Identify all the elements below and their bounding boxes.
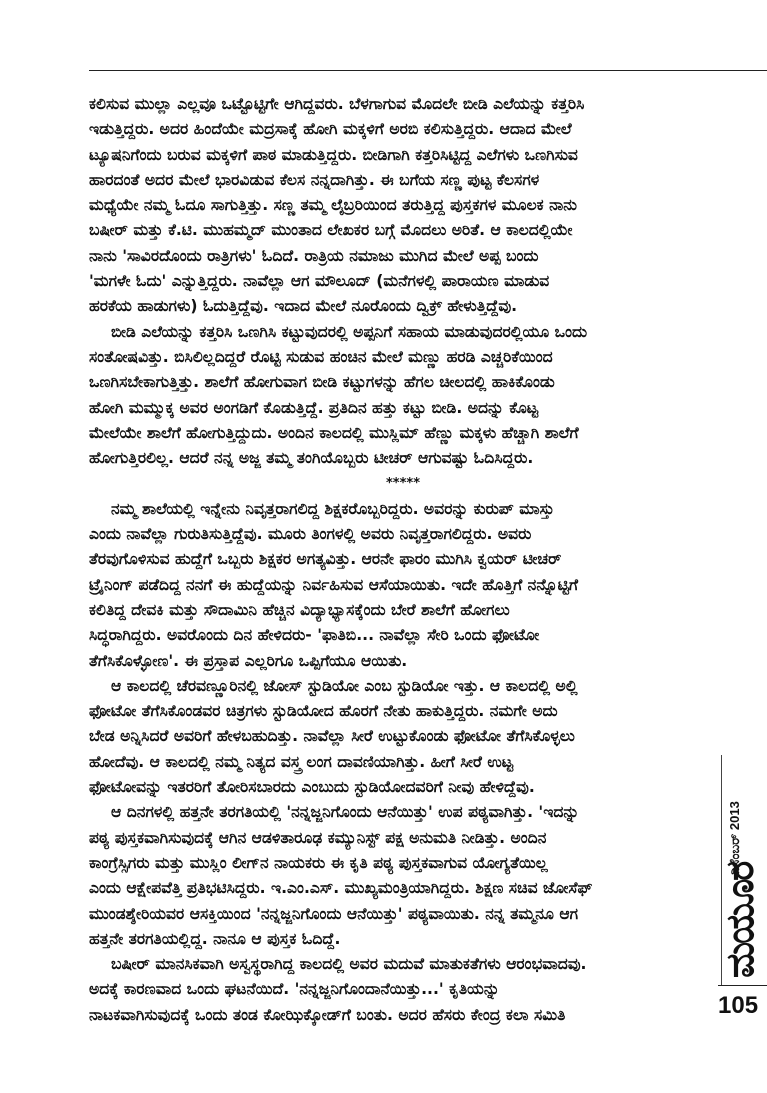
article-line: ಎಂದು ನಾವೆಲ್ಲಾ ಗುರುತಿಸುತ್ತಿದ್ದೆವು. ಮೂರು ತಿಂಗಳಲ್ಲಿ ಅವರು ನಿವೃತ್ತರಾಗಲಿದ್ದರು. ಅವರು (89, 525, 532, 544)
article-line: ಬಷೀರ್ ಮತ್ತು ಕೆ.ಟಿ. ಮುಹಮ್ಮದ್ ಮುಂತಾದ ಲೇಖಕರ ಬಗ್ಗೆ ಮೊದಲು ಅರಿತೆ. ಆ ಕಾಲದಲ್ಲಿಯೇ (89, 221, 573, 240)
article-line: ನಾನು 'ಸಾವಿರದೊಂದು ರಾತ್ರಿಗಳು' ಓದಿದೆ. ರಾತ್ರಿಯ ನಮಾಜು ಮುಗಿದ ಮೇಲೆ ಅಪ್ಪ ಬಂದು (89, 246, 539, 265)
article-line: ಆ ದಿನಗಳಲ್ಲಿ ಹತ್ತನೇ ತರಗತಿಯಲ್ಲಿ 'ನನ್ನಜ್ಜನಿಗೊಂದು ಆನೆಯಿತ್ತು' ಉಪ ಪಠ್ಯವಾಗಿತ್ತು. 'ಇದನ್ನು (111, 803, 580, 822)
article-line: ಹೋಗಿ ಮಮ್ಮುಕ್ಕ ಅವರ ಅಂಗಡಿಗೆ ಕೊಡುತ್ತಿದ್ದೆ. ಪ್ರತಿದಿನ ಹತ್ತು ಕಟ್ಟು ಬೀಡಿ. ಅದನ್ನು ಕೊಟ್ಟ (89, 398, 539, 417)
article-line: ತೆಗೆಸಿಕೊಳ್ಳೋಣ'. ಈ ಪ್ರಸ್ತಾಪ ಎಲ್ಲರಿಗೂ ಒಪ್ಪಿಗೆಯೂ ಆಯಿತು. (89, 651, 408, 670)
article-line: ಸಂತೋಷವಿತ್ತು. ಬಿಸಿಲಿಲ್ಲದಿದ್ದರೆ ರೊಟ್ಟಿ ಸುಡುವ ಹಂಚಿನ ಮೇಲೆ ಮಣ್ಣು ಹರಡಿ ಎಚ್ಚರಿಕೆಯಿಂದ (89, 347, 553, 366)
article-line: ಬೀಡಿ ಎಲೆಯನ್ನು ಕತ್ತರಿಸಿ ಒಣಗಿಸಿ ಕಟ್ಟುವುದರಲ್ಲಿ ಅಪ್ಪನಿಗೆ ಸಹಾಯ ಮಾಡುವುದರಲ್ಲಿಯೂ ಒಂದು (111, 322, 588, 341)
top-rule (89, 70, 767, 71)
article-line: ಒಣಗಿಸಬೇಕಾಗುತ್ತಿತ್ತು. ಶಾಲೆಗೆ ಹೋಗುವಾಗ ಬೀಡಿ ಕಟ್ಟುಗಳನ್ನು ಹೆಗಲ ಚೀಲದಲ್ಲಿ ಹಾಕಿಕೊಂಡು (89, 373, 555, 392)
article-line: ಮುಂಡಶ್ಶೇರಿಯವರ ಆಸಕ್ತಿಯಿಂದ 'ನನ್ನಜ್ಜನಿಗೊಂದು ಆನೆಯಿತ್ತು' ಪಠ್ಯವಾಯಿತು. ನನ್ನ ತಮ್ಮನೂ ಆಗ (89, 904, 579, 923)
article-line: ಸಿದ್ಧರಾಗಿದ್ದರು. ಅವರೊಂದು ದಿನ ಹೇಳಿದರು- 'ಫಾತಿಬಿ... ನಾವೆಲ್ಲಾ ಸೇರಿ ಒಂದು ಫೋಟೋ (89, 626, 540, 645)
article-line: ಇಡುತ್ತಿದ್ದರು. ಅದರ ಹಿಂದೆಯೇ ಮದ್ರಸಾಕ್ಕೆ ಹೋಗಿ ಮಕ್ಕಳಿಗೆ ಅರಬಿ ಕಲಿಸುತ್ತಿದ್ದರು. ಆದಾದ ಮೇಲೆ (89, 120, 572, 139)
article-line: ಹಾರದಂತೆ ಅದರ ಮೇಲೆ ಭಾರವಿಡುವ ಕೆಲಸ ನನ್ನದಾಗಿತ್ತು. ಈ ಬಗೆಯ ಸಣ್ಣ ಪುಟ್ಟ ಕೆಲಸಗಳ (89, 170, 540, 189)
article-line: ಟ್ಯೂಷನಿಗೆಂದು ಬರುವ ಮಕ್ಕಳಿಗೆ ಪಾಠ ಮಾಡುತ್ತಿದ್ದರು. ಬೀಡಿಗಾಗಿ ಕತ್ತರಿಸಿಟ್ಟಿದ್ದ ಎಲೆಗಳು ಒಣಗಿಸುವ (89, 145, 578, 164)
article-line: ಟ್ರೈನಿಂಗ್ ಪಡೆದಿದ್ದ ನನಗೆ ಈ ಹುದ್ದೆಯನ್ನು ನಿರ್ವಹಿಸುವ ಆಸೆಯಾಯಿತು. ಇದೇ ಹೊತ್ತಿಗೆ ನನ್ನೊಟ್ಟಿಗೆ (89, 575, 579, 594)
article-line: ಹೋದೆವು. ಆ ಕಾಲದಲ್ಲಿ ನಮ್ಮ ನಿತ್ಯದ ವಸ್ತ್ರ ಲಂಗ ದಾವಣಿಯಾಗಿತ್ತು. ಹೀಗೆ ಸೀರೆ ಉಟ್ಟ (89, 752, 514, 771)
article-line: ನಮ್ಮ ಶಾಲೆಯಲ್ಲಿ ಇನ್ನೇನು ನಿವೃತ್ತರಾಗಲಿದ್ದ ಶಿಕ್ಷಕರೊಬ್ಬರಿದ್ದರು. ಅವರನ್ನು ಕುರುಪ್ ಮಾಸ್ತು (111, 499, 555, 518)
article-line: ಮಧ್ಯೆಯೇ ನಮ್ಮ ಓದೂ ಸಾಗುತ್ತಿತ್ತು. ಸಣ್ಣ ತಮ್ಮ ಲೈಬ್ರರಿಯಿಂದ ತರುತ್ತಿದ್ದ ಪುಸ್ತಕಗಳ ಮೂಲಕ ನಾನು (89, 196, 577, 215)
article-line: ಹತ್ತನೇ ತರಗತಿಯಲ್ಲಿದ್ದ. ನಾನೂ ಆ ಪುಸ್ತಕ ಓದಿದ್ದೆ. (89, 929, 341, 948)
article-line: ಫೋಟೋ ತೆಗೆಸಿಕೊಂಡವರ ಚಿತ್ರಗಳು ಸ್ಟುಡಿಯೋದ ಹೊರಗೆ ನೇತು ಹಾಕುತ್ತಿದ್ದರು. ನಮಗೇ ಅದು (89, 702, 558, 721)
page-number: 105 (718, 992, 759, 1019)
article-line: ಹೋಗುತ್ತಿರಲಿಲ್ಲ. ಆದರೆ ನನ್ನ ಅಜ್ಜ ತಮ್ಮ ತಂಗಿಯೊಬ್ಬರು ಟೀಚರ್ ಆಗುವಷ್ಟು ಓದಿಸಿದ್ದರು. (89, 449, 534, 468)
article-line: ಫೋಟೋವನ್ನು ಇತರರಿಗೆ ತೋರಿಸಬಾರದು ಎಂಬುದು ಸ್ಟುಡಿಯೋದವರಿಗೆ ನೀವು ಹೇಳಿದ್ದೆವು. (89, 778, 535, 797)
article-body (89, 92, 717, 1028)
article-line: ಕಾಂಗ್ರೆಸ್ಸಿಗರು ಮತ್ತು ಮುಸ್ಲಿಂ ಲೀಗ್‌ನ ನಾಯಕರು ಈ ಕೃತಿ ಪಠ್ಯ ಪುಸ್ತಕವಾಗುವ ಯೋಗ್ಯತೆಯಿಲ್ಲ (89, 853, 548, 872)
section-separator: ***** (386, 476, 420, 492)
article-line: ಕಲಿತಿದ್ದ ದೇವಕಿ ಮತ್ತು ಸೌದಾಮಿನಿ ಹೆಚ್ಚಿನ ವಿದ್ಯಾಭ್ಯಾಸಕ್ಕೆಂದು ಬೇರೆ ಶಾಲೆಗೆ ಹೋಗಲು (89, 600, 510, 619)
article-line: ಪಠ್ಯ ಪುಸ್ತಕವಾಗಿಸುವುದಕ್ಕೆ ಆಗಿನ ಆಡಳಿತಾರೂಢ ಕಮ್ಯುನಿಸ್ಟ್ ಪಕ್ಷ ಅನುಮತಿ ನೀಡಿತ್ತು. ಅಂದಿನ (89, 828, 547, 847)
article-line: ನಾಟಕವಾಗಿಸುವುದಕ್ಕೆ ಒಂದು ತಂಡ ಕೋಝಿಕ್ಕೋಡ್‌ಗೆ ಬಂತು. ಅದರ ಹೆಸರು ಕೇಂದ್ರ ಕಲಾ ಸಮಿತಿ (89, 1005, 566, 1024)
article-line: ಅದಕ್ಕೆ ಕಾರಣವಾದ ಒಂದು ಘಟನೆಯಿದೆ. 'ನನ್ನಜ್ಜನಿಗೊಂದಾನೆಯಿತ್ತು...' ಕೃತಿಯನ್ನು (89, 980, 500, 999)
article-line: ಬೇಡ ಅನ್ನಿಸಿದರೆ ಅವರಿಗೆ ಹೇಳಬಹುದಿತ್ತು. ನಾವೆಲ್ಲಾ ಸೀರೆ ಉಟ್ಟುಕೊಂಡು ಫೋಟೋ ತೆಗೆಸಿಕೊಳ್ಳಲು (89, 727, 575, 746)
issue-date: ಡಿಸೆಂಬರ್ 2013 (727, 801, 742, 875)
magazine-logo: ಮಯೂರ (718, 862, 762, 978)
article-line: ಮೇಲೆಯೇ ಶಾಲೆಗೆ ಹೋಗುತ್ತಿದ್ದುದು. ಅಂದಿನ ಕಾಲದಲ್ಲಿ ಮುಸ್ಲಿಮ್ ಹೆಣ್ಣು ಮಕ್ಕಳು ಹೆಚ್ಚಾಗಿ ಶಾಲೆಗೆ (89, 423, 579, 442)
article-line: ತೆರವುಗೊಳಿಸುವ ಹುದ್ದೆಗೆ ಒಬ್ಬರು ಶಿಕ್ಷಕರ ಅಗತ್ಯವಿತ್ತು. ಆರನೇ ಫಾರಂ ಮುಗಿಸಿ ಕ್ವಯರ್ ಟೀಚರ್ (89, 550, 562, 569)
article-line: ಹರಕೆಯ ಹಾಡುಗಳು) ಓದುತ್ತಿದ್ದೆವು. ಇದಾದ ಮೇಲೆ ನೂರೊಂದು ದ್ವಿಕ್ರ್ ಹೇಳುತ್ತಿದ್ದೆವು. (89, 297, 518, 316)
article-line: ಬಷೀರ್ ಮಾನಸಿಕವಾಗಿ ಅಸ್ವಸ್ಥರಾಗಿದ್ದ ಕಾಲದಲ್ಲಿ ಅವರ ಮದುವೆ ಮಾತುಕತೆಗಳು ಆರಂಭವಾದವು. (111, 955, 587, 974)
article-line: 'ಮಗಳೇ ಓದು' ಎನ್ನುತ್ತಿದ್ದರು. ನಾವೆಲ್ಲಾ ಆಗ ಮೌಲೂದ್ (ಮನೆಗಳಲ್ಲಿ ಪಾರಾಯಣ ಮಾಡುವ (89, 272, 550, 291)
article-line: ಕಲಿಸುವ ಮುಲ್ಲಾ ಎಲ್ಲವೂ ಒಟ್ಟೊಟ್ಟಿಗೇ ಆಗಿದ್ದವರು. ಬೆಳಗಾಗುವ ಮೊದಲೇ ಬೀಡಿ ಎಲೆಯನ್ನು ಕತ್ತರಿಸಿ (89, 95, 585, 113)
article-line: ಎಂದು ಆಕ್ಷೇಪವೆತ್ತಿ ಪ್ರತಿಭಟಿಸಿದ್ದರು. ಇ.ಎಂ.ಎಸ್. ಮುಖ್ಯಮಂತ್ರಿಯಾಗಿದ್ದರು. ಶಿಕ್ಷಣ ಸಚಿವ ಜೋಸೆಫ್ (89, 879, 593, 898)
article-line: ಆ ಕಾಲದಲ್ಲಿ ಚೆರವಣ್ಣೂರಿನಲ್ಲಿ ಜೋಸ್ ಸ್ಟುಡಿಯೋ ಎಂಬ ಸ್ಟುಡಿಯೋ ಇತ್ತು. ಆ ಕಾಲದಲ್ಲಿ ಅಲ್ಲಿ (111, 676, 578, 695)
